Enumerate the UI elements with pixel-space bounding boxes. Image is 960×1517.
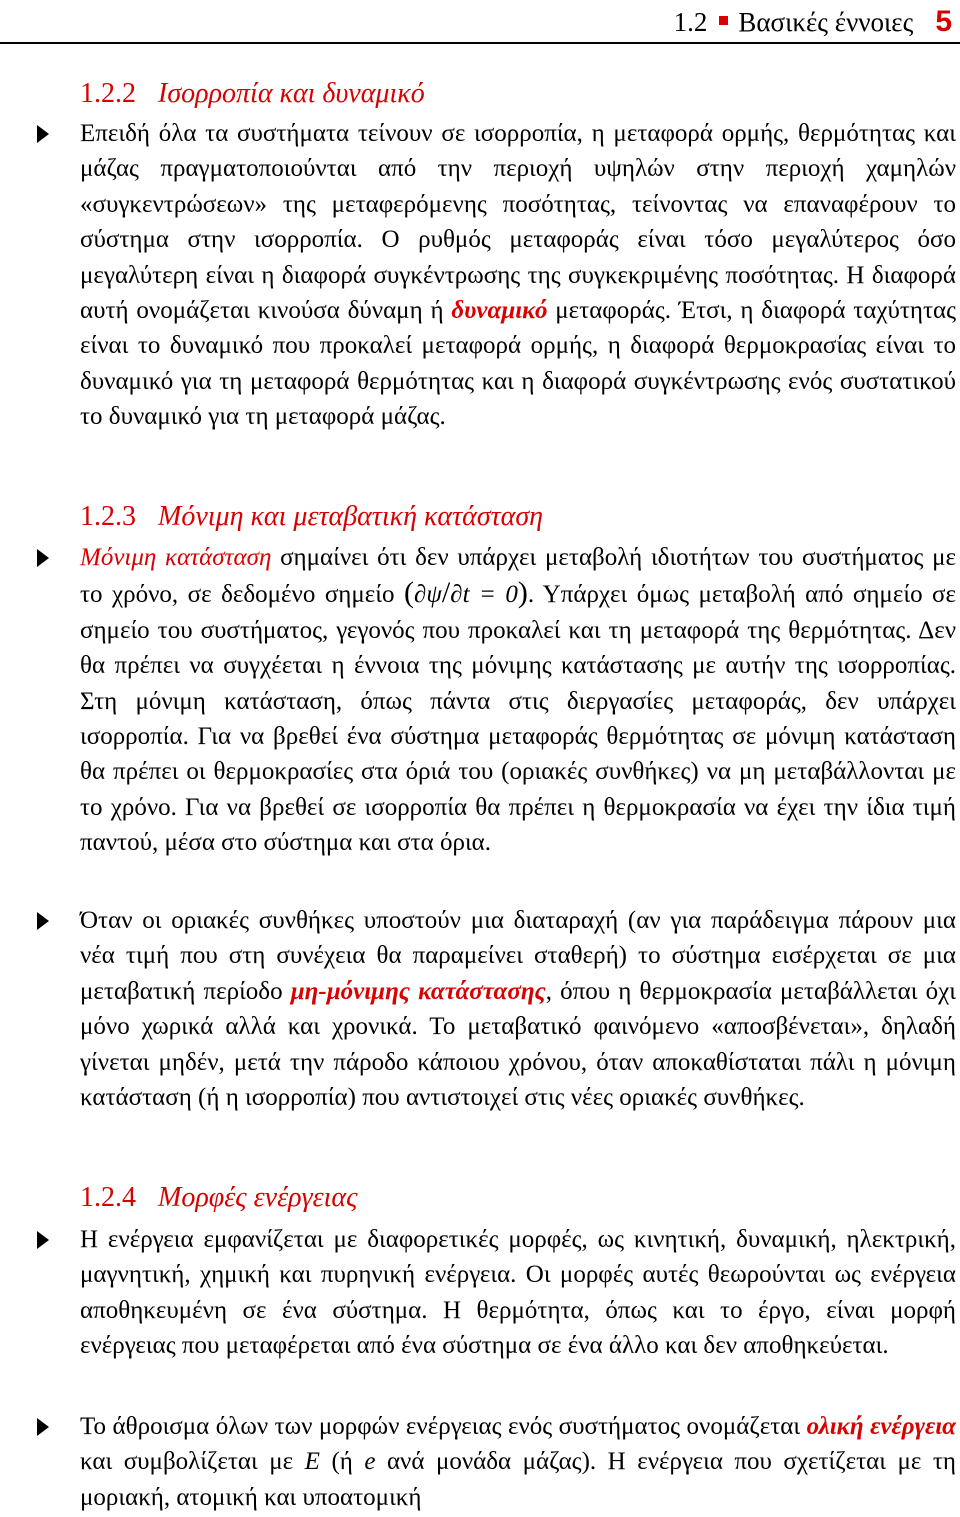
section-title: Ισορροπία και δυναμικό: [158, 78, 425, 109]
section-heading-1-2-3: [80, 497, 543, 537]
math-formula: (∂ψ/∂t = 0): [404, 576, 528, 610]
section-title: Μορφές ενέργειας: [158, 1182, 358, 1213]
section-heading-1-2-2: [80, 74, 425, 114]
paragraph-text: Η ενέργεια εμφανίζεται με διαφορετικές μορφές, ως κινητική, δυναμική, ηλεκτρική, μαγνητική, χημική και πυρηνική ενέργεια. Οι μορφές αυτές θεωρούνται ως ενέργεια αποθηκευμένη σε ένα σύστημα. Η θερμότητα, όπως και το έργο, είναι μορφή ενέργειας που μεταφέρεται από ένα σύστημα σε ένα άλλο και δεν αποθηκεύεται.: [80, 1226, 956, 1360]
paragraph-equilibrium: [80, 116, 956, 435]
triangle-bullet-icon: [37, 1418, 49, 1436]
paragraph-text: ανά μονάδα μάζας). Η ενέργεια που σχετίζεται με τη μοριακή, ατομική και υποατομική: [80, 1448, 956, 1511]
paragraph-steady-state: [80, 540, 956, 861]
paragraph-text: (ή: [331, 1448, 353, 1476]
triangle-bullet-icon: [37, 912, 49, 930]
running-header: [674, 2, 952, 42]
highlighted-term: δυναμικό: [451, 297, 548, 325]
math-numerator: ∂ψ: [414, 581, 442, 609]
header-section-number: 1.2: [673, 7, 708, 37]
paragraph-text: και συμβολίζεται με: [80, 1448, 294, 1476]
page-number: 5: [935, 5, 952, 38]
math-symbol: e: [364, 1448, 376, 1476]
header-rule: [0, 42, 960, 44]
paragraph-text: . Υπάρχει όμως μεταβολή από σημείο σε σημείο του συστήματος, γεγονός που προκαλεί και τη μεταφορά της θερμότητας. Δεν θα πρέπει να συγχέεται η έννοια της μόνιμης κατάστασης με αυτήν της ισορροπίας. Στη μόνιμη κατάσταση, όπως πάντα στις διεργασίες μεταφοράς, δεν υπάρχει ισορροπία. Για να βρεθεί ένα σύστημα μεταφοράς θερμότητας σε μόνιμη κατάσταση θα πρέπει οι θερμοκρασίες στα όριά του (οριακές συνθήκες) να μη μεταβάλλονται με το χρόνο. Για να βρεθεί σε ισορροπία θα πρέπει η θερμοκρασία να έχει την ίδια τιμή παντού, μέσα στο σύστημα και στα όρια.: [80, 581, 957, 857]
paragraph-text: μεταφοράς. Έτσι, η διαφορά ταχύτητας είναι το δυναμικό που προκαλεί μεταφορά ορμής, η διαφορά θερμοκρασίας είναι το δυναμικό για τη μεταφορά θερμότητας και η διαφορά συγκέντρωσης ενός συστατικού το δυναμικό για τη μεταφορά μάζας.: [80, 297, 957, 431]
highlighted-term: ολική ενέργεια: [806, 1413, 957, 1440]
math-symbol: E: [304, 1448, 320, 1476]
paragraph-text: Το άθροισμα όλων των μορφών ενέργειας ενός συστήματος ονομάζεται: [80, 1413, 801, 1440]
section-number: 1.2.2: [80, 78, 136, 109]
paragraph-total-energy: [80, 1409, 956, 1515]
triangle-bullet-icon: [37, 125, 49, 143]
paragraph-energy-forms: [80, 1222, 956, 1364]
triangle-bullet-icon: [37, 549, 49, 567]
paragraph-transient: [80, 903, 956, 1115]
math-denominator: ∂t = 0: [450, 581, 518, 609]
square-bullet-icon: [719, 16, 728, 25]
section-number: 1.2.4: [80, 1182, 136, 1213]
header-title: Βασικές έννοιες: [738, 7, 914, 37]
highlighted-term: μη-μόνιμης κατάστασης: [290, 977, 546, 1005]
section-title: Μόνιμη και μεταβατική κατάσταση: [158, 501, 544, 532]
math-slash: /: [441, 576, 451, 610]
triangle-bullet-icon: [37, 1231, 49, 1249]
section-number: 1.2.3: [80, 501, 136, 532]
paragraph-text: Όταν οι οριακές συνθήκες υποστούν μια διαταραχή (αν για παράδειγμα πάρουν μια νέα τιμή που στη συνέχεια θα παραμείνει σταθερή) το σύστημα εισέρχεται σε μια μεταβατική περίοδο: [80, 907, 956, 1005]
highlighted-term: Μόνιμη κατάσταση: [80, 544, 272, 571]
paragraph-text: Επειδή όλα τα συστήματα τείνουν σε ισορροπία, η μεταφορά ορμής, θερμότητας και μάζας πραγματοποιούνται από την περιοχή υψηλών στην περιοχή χαμηλών «συγκεντρώσεων» της μεταφερόμενης ποσότητας, τείνοντας να επαναφέρουν το σύστημα στην ισορροπία. Ο ρυθμός μεταφοράς είναι τόσο μεγαλύτερος όσο μεγαλύτερη είναι η διαφορά συγκέντρωσης της συγκεκριμένης ποσότητας. Η διαφορά αυτή ονομάζεται κινούσα δύναμη ή: [80, 120, 956, 325]
paragraph-text: σημαίνει ότι δεν υπάρχει μεταβολή ιδιοτήτων του συστήματος με το χρόνο, σε δεδομένο σημείο: [80, 544, 956, 609]
section-heading-1-2-4: [80, 1178, 358, 1218]
paragraph-text: , όπου η θερμοκρασία μεταβάλλεται όχι μόνο χωρικά αλλά και χρονικά. Το μεταβατικό φαινόμενο «αποσβένεται», δηλαδή γίνεται μηδέν, μετά την πάροδο κάποιου χρόνου, όταν αποκαθίσταται πάλι η μόνιμη κατάσταση (ή η ισορροπία) που αντιστοιχεί στις νέες οριακές συνθήκες.: [80, 977, 957, 1112]
